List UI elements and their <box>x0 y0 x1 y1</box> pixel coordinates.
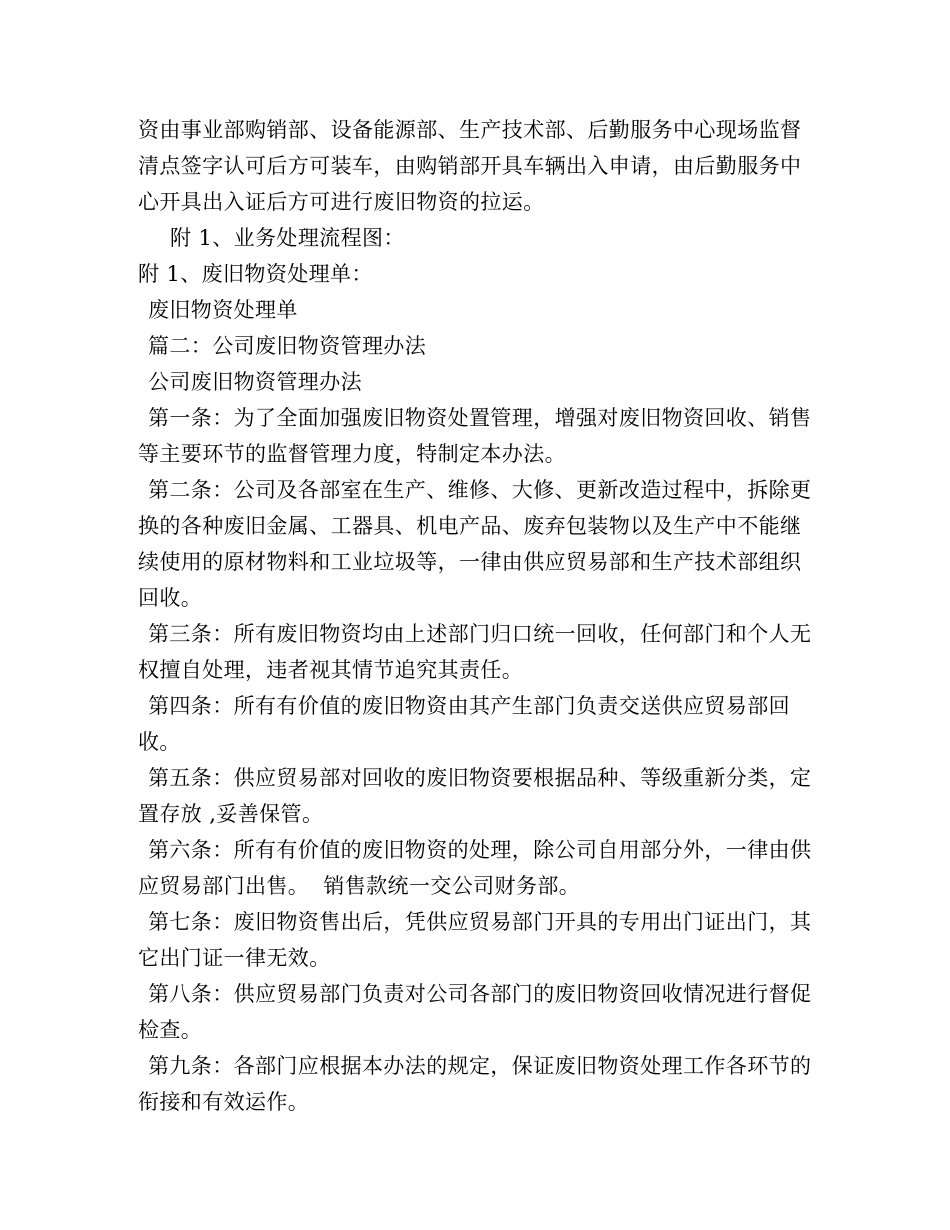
article-6: 第六条：所有有价值的废旧物资的处理，除公司自用部分外，一律由供应贸易部门出售。 销售款统一交公司财务部。 <box>138 838 812 898</box>
article-4: 第四条：所有有价值的废旧物资由其产生部门负责交送供应贸易部回收。 <box>138 694 790 754</box>
article-5: 第五条：供应贸易部对回收的废旧物资要根据品种、等级重新分类，定置存放 ,妥善保管。 <box>138 766 812 826</box>
paragraph-appendix-form: 附 1、废旧物资处理单： <box>138 262 373 286</box>
article-8: 第八条：供应贸易部门负责对公司各部门的废旧物资回收情况进行督促检查。 <box>138 982 812 1042</box>
article-3: 第三条：所有废旧物资均由上述部门归口统一回收，任何部门和个人无权擅自处理，违者视其情节追究其责任。 <box>138 622 812 682</box>
article-2: 第二条：公司及各部室在生产、维修、大修、更新改造过程中，拆除更换的各种废旧金属、工器具、机电产品、废弃包装物以及生产中不能继续使用的原材物料和工业垃圾等，一律由供应贸易部和生产技术部组织回收。 <box>138 478 812 610</box>
section-heading: 篇二：公司废旧物资管理办法 <box>148 334 427 358</box>
form-title: 废旧物资处理单 <box>148 298 298 322</box>
article-9: 第九条：各部门应根据本办法的规定，保证废旧物资处理工作各环节的衔接和有效运作。 <box>138 1054 812 1114</box>
document-body <box>138 112 818 1120</box>
article-1: 第一条：为了全面加强废旧物资处置管理，增强对废旧物资回收、销售等主要环节的监督管理力度，特制定本办法。 <box>138 406 812 466</box>
paragraph-appendix-flowchart: 附 1、业务处理流程图： <box>170 226 405 250</box>
paragraph-continuation: 资由事业部购销部、设备能源部、生产技术部、后勤服务中心现场监督清点签字认可后方可装车，由购销部开具车辆出入申请，由后勤服务中心开具出入证后方可进行废旧物资的拉运。 <box>138 118 802 214</box>
document-title: 公司废旧物资管理办法 <box>148 370 362 394</box>
article-7: 第七条：废旧物资售出后，凭供应贸易部门开具的专用出门证出门，其它出门证一律无效。 <box>138 910 812 970</box>
